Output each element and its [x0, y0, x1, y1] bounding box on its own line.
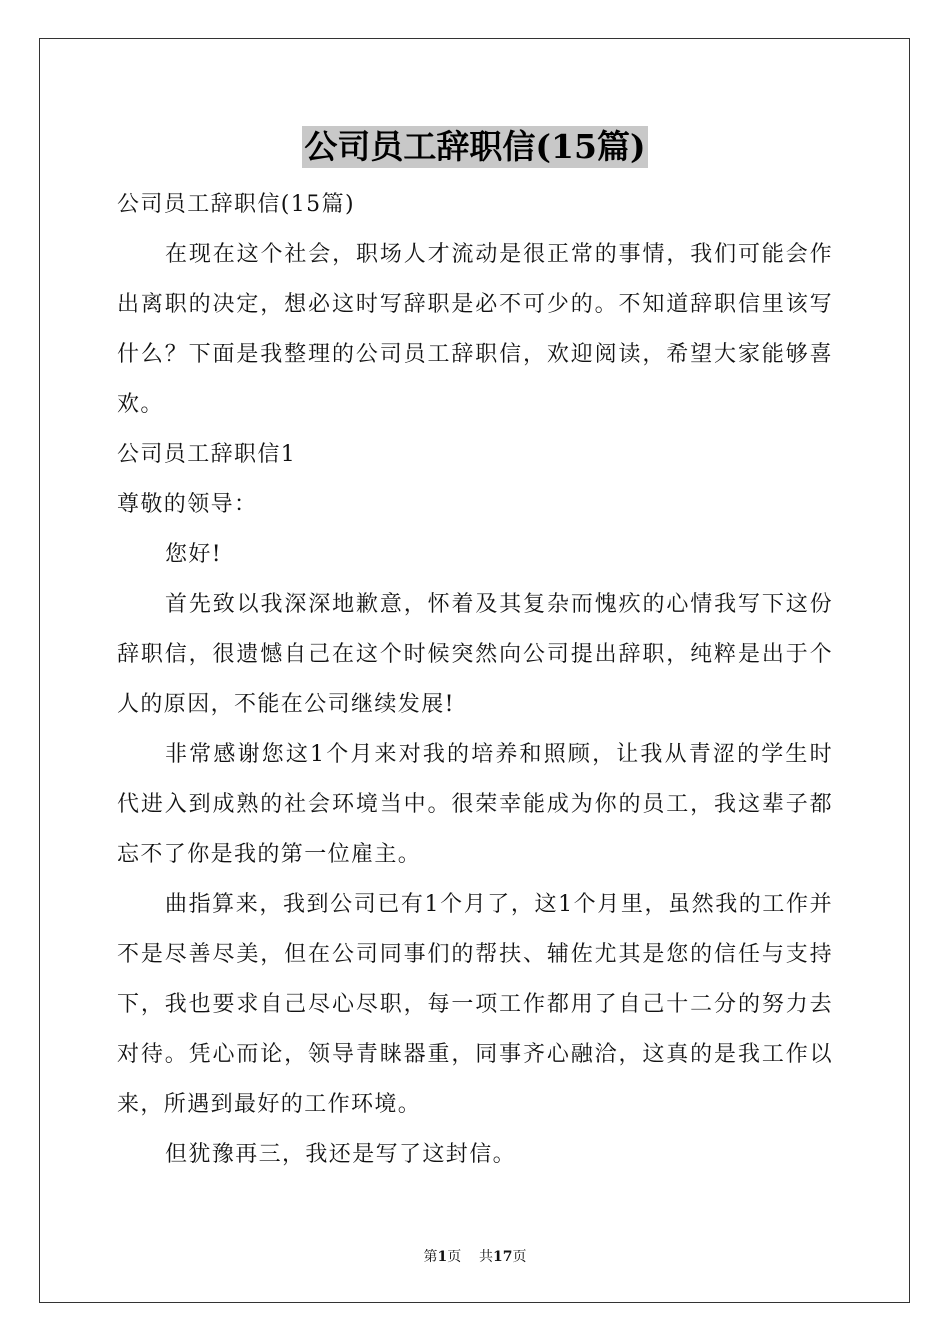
page-footer	[0, 1247, 950, 1267]
total-prefix: 共	[479, 1249, 494, 1265]
document-body	[117, 180, 833, 1180]
body-paragraph: 曲指算来，我到公司已有1个月了，这1个月里，虽然我的工作并不是尽善尽美，但在公司同事们的帮扶、辅佐尤其是您的信任与支持下，我也要求自己尽心尽职，每一项工作都用了自己十二分的努力去对待。凭心而论，领导青睐器重，同事齐心融洽，这真的是我工作以来，所遇到最好的工作环境。	[117, 892, 833, 1117]
document-title: 公司员工辞职信(15篇)	[304, 127, 646, 166]
page-prefix: 第	[423, 1249, 438, 1265]
section-heading: 公司员工辞职信1	[117, 442, 297, 467]
salutation: 尊敬的领导：	[117, 492, 258, 517]
body-paragraph: 首先致以我深深地歉意，怀着及其复杂而愧疚的心情我写下这份辞职信，很遗憾自己在这个时候突然向公司提出辞职，纯粹是出于个人的原因，不能在公司继续发展!	[117, 592, 833, 717]
total-suffix: 页	[512, 1249, 527, 1265]
intro-paragraph: 在现在这个社会，职场人才流动是很正常的事情，我们可能会作出离职的决定，想必这时写辞职是必不可少的。不知道辞职信里该写什么？下面是我整理的公司员工辞职信，欢迎阅读，希望大家能够喜欢。	[117, 242, 833, 417]
body-paragraph: 非常感谢您这1个月来对我的培养和照顾，让我从青涩的学生时代进入到成熟的社会环境当中。很荣幸能成为你的员工，我这辈子都忘不了你是我的第一位雇主。	[117, 742, 833, 867]
document-subtitle: 公司员工辞职信(15篇)	[117, 192, 355, 217]
page-suffix: 页	[447, 1249, 462, 1265]
body-paragraph: 但犹豫再三，我还是写了这封信。	[165, 1142, 517, 1167]
total-pages: 17	[493, 1249, 513, 1265]
title-container	[0, 126, 950, 168]
page-number: 1	[437, 1249, 448, 1265]
greeting: 您好!	[165, 542, 223, 567]
